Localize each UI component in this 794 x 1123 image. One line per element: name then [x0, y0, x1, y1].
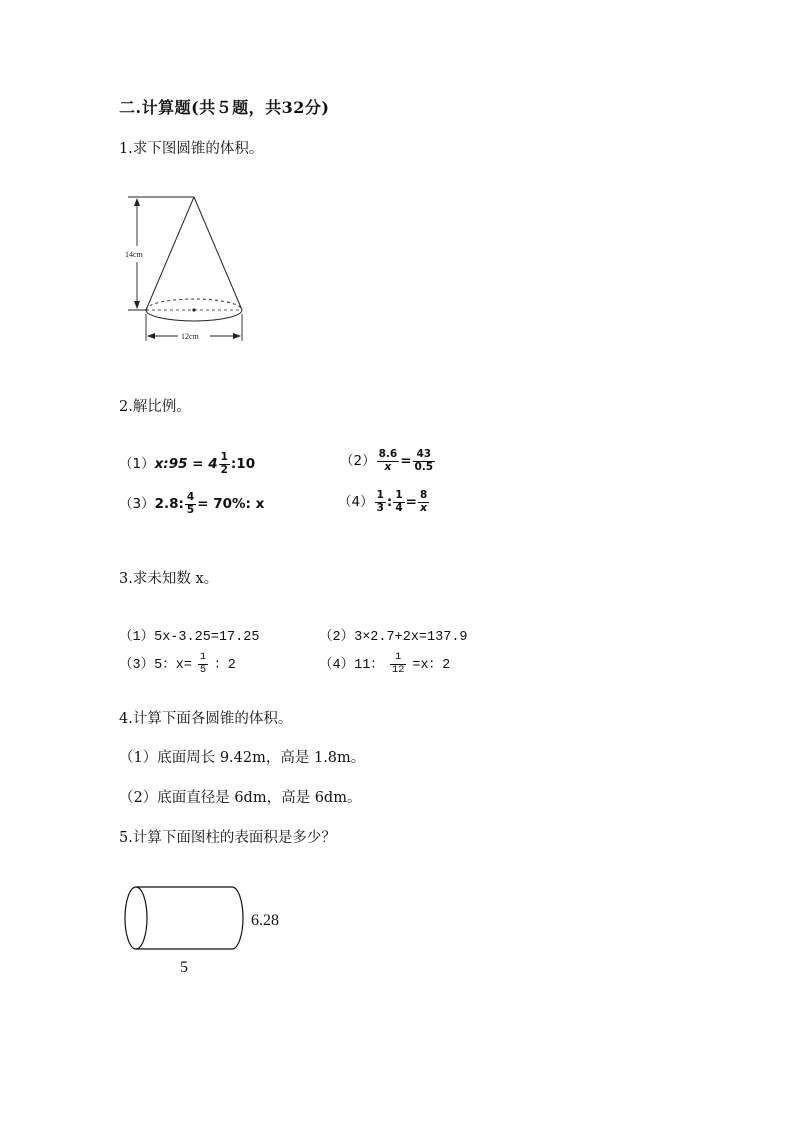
colon: :	[386, 494, 393, 511]
frac-numerator: 8.6	[378, 448, 398, 460]
diameter-label: 12cm	[181, 332, 199, 341]
equation-tail: ：2	[214, 658, 236, 673]
height-label: 14cm	[125, 250, 143, 259]
frac-numerator: 1	[376, 489, 384, 501]
equation-right: :10	[230, 456, 256, 473]
frac-denominator: 4	[395, 501, 403, 514]
frac-denominator: 3	[376, 501, 384, 514]
equation-lead: （3）5：x=	[119, 658, 192, 673]
equals-sign: =	[405, 494, 417, 511]
question-4-part-1: （1）底面周长 9.42m，高是 1.8m。	[119, 750, 366, 766]
equals-sign: =	[400, 453, 412, 470]
frac-denominator: 0.5	[414, 460, 434, 473]
item-label: （4）	[338, 494, 374, 511]
frac-denominator: 5	[186, 503, 195, 516]
cylinder-diagram	[118, 880, 298, 980]
question-4-part-2: （2）底面直径是 6dm，高是 6dm。	[119, 790, 362, 806]
question-2-text: 2.解比例。	[119, 399, 191, 415]
frac-numerator: 8	[419, 489, 428, 501]
equation-3-3	[119, 652, 236, 676]
question-3-text: 3.求未知数 x。	[119, 571, 219, 587]
item-label: （2）	[340, 453, 376, 470]
equation-3-2: （2）3×2.7+2x=137.9	[319, 630, 468, 645]
equation-3-1: （1）5x-3.25=17.25	[119, 630, 260, 645]
frac-denominator: 5	[199, 663, 207, 676]
item-label: （3）	[119, 496, 155, 513]
frac-numerator: 1	[199, 651, 207, 664]
section-title: 二.计算题(共５题，共32分)	[119, 98, 330, 117]
question-5-text: 5.计算下面图柱的表面积是多少？	[119, 830, 336, 846]
frac-numerator: 4	[186, 491, 195, 503]
question-1-text: 1.求下图圆锥的体积。	[119, 141, 264, 157]
frac-denominator: 2	[220, 463, 228, 476]
question-4-text: 4.计算下面各圆锥的体积。	[119, 711, 293, 727]
proportion-1	[119, 452, 255, 476]
frac-numerator: 1	[395, 489, 403, 501]
proportion-3	[119, 492, 264, 516]
equation-tail: =x：2	[412, 658, 451, 673]
cylinder-length-label: 5	[180, 959, 188, 976]
equation-left: x:95 = 4	[154, 456, 218, 473]
frac-denominator: 12	[391, 663, 405, 676]
frac-numerator: 1	[220, 451, 228, 463]
equation-rest: = 70%: x	[197, 496, 265, 513]
cylinder-diameter-label: 6.28	[251, 912, 279, 929]
frac-numerator: 43	[413, 449, 436, 462]
frac-denominator: x	[384, 460, 392, 473]
frac-numerator: 1	[390, 652, 407, 665]
proportion-2	[340, 449, 436, 473]
frac-denominator: x	[420, 501, 427, 514]
equation-lead: 2.8:	[154, 496, 184, 513]
item-label: （1）	[119, 456, 155, 473]
proportion-4	[338, 490, 430, 514]
equation-lead: （4）11：	[319, 658, 384, 673]
cone-diagram	[118, 186, 263, 348]
equation-3-4	[319, 652, 450, 676]
